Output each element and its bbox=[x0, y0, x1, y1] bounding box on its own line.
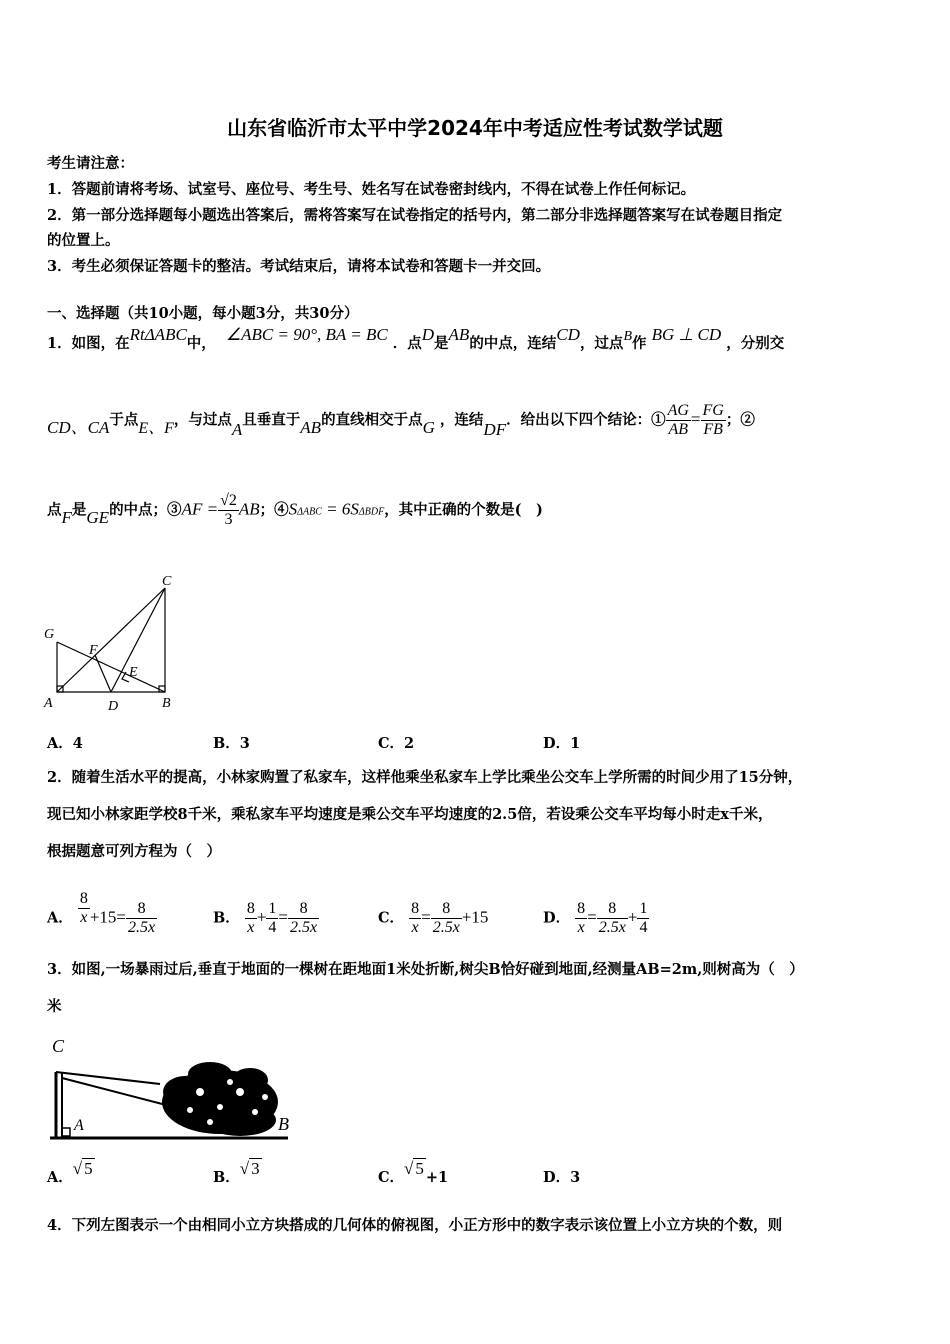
fraction-ag-ab: $\frac{AG}{AB}$ bbox=[667, 402, 689, 438]
q3-option-c[interactable]: C．√ 5 +1 bbox=[378, 1159, 449, 1186]
page-title: 山东省临沂市太平中学2024年中考适应性考试数学试题 bbox=[227, 116, 723, 140]
q3-option-d[interactable]: D．3 bbox=[543, 1169, 581, 1186]
fig-label-e: E bbox=[129, 665, 138, 680]
section-heading: 一、选择题（共10小题，每小题3分，共30分） bbox=[47, 305, 359, 322]
notice-heading: 考生请注意： bbox=[47, 155, 134, 172]
q3-line-2: 米 bbox=[47, 998, 62, 1015]
q2-option-b[interactable]: B． $\frac{8}{x}$ + $\frac{1}{4}$ = $\frac{8}{2.5x}$ bbox=[213, 900, 318, 936]
fig-label-a: A bbox=[44, 696, 53, 711]
fig-label-c: C bbox=[162, 574, 172, 589]
notice-item-1: 1．答题前请将考场、试室号、座位号、考生号、姓名写在试卷密封线内，不得在试卷上作任何标记。 bbox=[47, 181, 696, 198]
q1-line-3: 点F是GE的中点；③AF = $\frac{√2}{3}$ AB；④SΔABC = 6SΔBDF，其中正确的个数是( ) bbox=[47, 492, 543, 528]
tree-label-b: B bbox=[278, 1114, 289, 1134]
q3-option-a[interactable]: A．√ 5 bbox=[47, 1159, 93, 1186]
q1-line-1: 1．如图，在RtΔABC中， ∠ABC = 90°, BA = BC ．点D是AB的中点，连结CD，过点B作 BG ⊥ CD ，分别交 bbox=[47, 325, 785, 352]
q1-option-a[interactable]: A．4 bbox=[47, 735, 83, 752]
fig-label-g: G bbox=[44, 627, 55, 642]
notice-item-2a: 2．第一部分选择题每小题选出答案后，需将答案写在试卷指定的括号内，第二部分非选择题答案写在试卷题目指定 bbox=[47, 207, 783, 224]
q2-line-1: 2．随着生活水平的提高，小林家购置了私家车，这样他乘坐私家车上学比乘坐公交车上学所需的时间少用了15分钟， bbox=[47, 769, 803, 786]
fig-label-f: F bbox=[89, 643, 98, 658]
fig-label-b: B bbox=[162, 696, 171, 711]
q1-triangle-figure bbox=[40, 570, 190, 715]
q2-option-d[interactable]: D． $\frac{8}{x}$ = $\frac{8}{2.5x}$ + $\frac{1}{4}$ bbox=[543, 900, 648, 936]
q3-line-1: 3．如图,一场暴雨过后,垂直于地面的一棵树在距地面1米处折断,树尖B恰好碰到地面,经测量AB=2m,则树高为（ ） bbox=[47, 961, 804, 978]
q2-option-a[interactable]: A． $\frac{8}{x}$ +15= $\frac{8}{2.5x}$ bbox=[47, 890, 156, 936]
q1-line-2: CD、CA于点E、F，与过点A且垂直于AB的直线相交于点G ，连结DF．给出以下四个结论：① $\frac{AG}{AB}$ = $\frac{FG}{FB}$ ；② bbox=[47, 402, 755, 439]
notice-item-2b: 的位置上。 bbox=[47, 232, 120, 249]
notice-item-3: 3．考生必须保证答题卡的整洁。考试结束后，请将本试卷和答题卡一并交回。 bbox=[47, 258, 551, 275]
fraction-fg-fb: $\frac{FG}{FB}$ bbox=[702, 402, 724, 438]
q1-option-c[interactable]: C．2 bbox=[378, 735, 415, 752]
q1-option-d[interactable]: D．1 bbox=[543, 735, 581, 752]
tree-label-c: C bbox=[52, 1036, 65, 1056]
q3-broken-tree-figure bbox=[40, 1032, 300, 1147]
q1-option-b[interactable]: B．3 bbox=[213, 735, 250, 752]
q2-line-2: 现已知小林家距学校8千米，乘私家车平均速度是乘公交车平均速度的2.5倍，若设乘公交车平均每小时走x千米， bbox=[47, 806, 773, 823]
q2-line-3: 根据题意可列方程为（ ） bbox=[47, 843, 221, 860]
q2-option-c[interactable]: C． $\frac{8}{x}$ = $\frac{8}{2.5x}$ +15 bbox=[378, 900, 489, 936]
q3-option-b[interactable]: B．√ 3 bbox=[213, 1159, 260, 1186]
q4-line-1: 4．下列左图表示一个由相同小立方块搭成的几何体的俯视图，小正方形中的数字表示该位置上小立方块的个数，则 bbox=[47, 1217, 783, 1234]
tree-label-a: A bbox=[74, 1117, 84, 1134]
fig-label-d: D bbox=[108, 699, 119, 714]
fraction-sqrt2-3: $\frac{√2}{3}$ bbox=[220, 492, 237, 528]
